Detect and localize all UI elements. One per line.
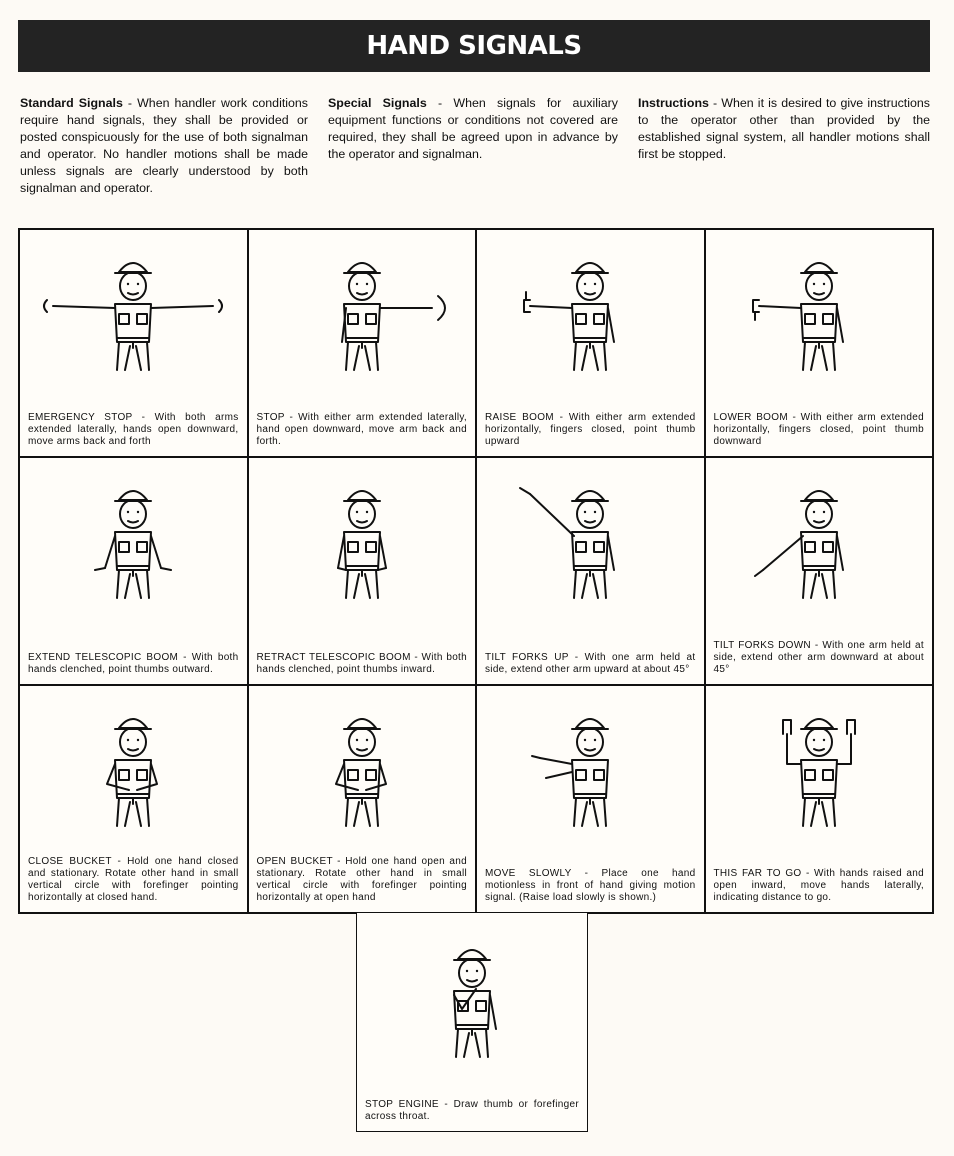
intro-text: - When it is desired to give instructions to the operator other than provided by the established signal system, all handler motions shall first be stopped. [638, 96, 930, 161]
signal-cell-raise-boom [476, 229, 705, 457]
signal-caption: EMERGENCY STOP - With both arms extended laterally, hands open downward, move arms back and forth [28, 412, 239, 447]
worker-figure-icon [262, 470, 462, 610]
worker-figure-icon [262, 698, 462, 838]
worker-figure-icon [490, 242, 690, 382]
worker-figure-icon [490, 698, 690, 838]
intro-special-signals [328, 95, 618, 163]
intro-text: - When handler work conditions require hand signals, they shall be provided or posted conspicuously for the use of both signalman and operator. No handler motions shall be made unless signals are clearly understood by both signalman and operator. [20, 96, 308, 195]
signal-caption: OPEN BUCKET - Hold one hand open and stationary. Rotate other hand in small vertical circle with forefinger pointing horizontally at open hand [256, 856, 467, 903]
worker-figure-icon [719, 242, 919, 382]
worker-figure-icon [33, 698, 233, 838]
signal-caption: RETRACT TELESCOPIC BOOM - With both hands clenched, point thumbs inward. [256, 652, 467, 675]
worker-figure-icon [33, 242, 233, 382]
intro-text: - When signals for auxiliary equipment functions or conditions not covered are required, they shall be agreed upon in advance by the operator and signalman. [328, 96, 619, 161]
signal-cell-stop [248, 229, 477, 457]
worker-figure-icon [262, 242, 462, 382]
worker-figure-icon [372, 929, 572, 1069]
title-banner [18, 20, 930, 72]
page-title: HAND SIGNALS [366, 31, 582, 61]
signal-cell-open-bucket [248, 685, 477, 913]
signal-cell-tilt-forks-up [476, 457, 705, 685]
signal-caption: EXTEND TELESCOPIC BOOM - With both hands clenched, point thumbs outward. [28, 652, 239, 675]
signal-cell-this-far-to-go [705, 685, 934, 913]
signal-cell-emergency-stop [19, 229, 248, 457]
signal-cell-retract-boom [248, 457, 477, 685]
worker-figure-icon [33, 470, 233, 610]
signal-cell-extend-boom [19, 457, 248, 685]
signal-cell-tilt-forks-down [705, 457, 934, 685]
signal-caption: STOP ENGINE - Draw thumb or forefinger across throat. [365, 1099, 579, 1122]
intro-instructions [638, 95, 930, 163]
intro-heading: Instructions [638, 96, 709, 110]
signal-caption: THIS FAR TO GO - With hands raised and open inward, move hands laterally, indicating distance to go. [713, 868, 924, 903]
worker-figure-icon [490, 470, 690, 610]
signal-caption: TILT FORKS DOWN - With one arm held at side, extend other arm downward at about 45° [713, 640, 924, 675]
intro-heading: Special Signals [328, 96, 427, 110]
signal-caption: MOVE SLOWLY - Place one hand motionless in front of hand giving motion signal. (Raise load slowly is shown.) [485, 868, 696, 903]
signal-caption: CLOSE BUCKET - Hold one hand closed and stationary. Rotate other hand in small vertical circle with forefinger pointing horizontally at closed hand. [28, 856, 239, 903]
worker-figure-icon [719, 470, 919, 610]
signal-cell-stop-engine [356, 912, 588, 1132]
signal-cell-lower-boom [705, 229, 934, 457]
signal-caption: RAISE BOOM - With either arm extended horizontally, fingers closed, point thumb upward [485, 412, 696, 447]
signal-grid [18, 228, 934, 914]
signal-cell-move-slowly [476, 685, 705, 913]
worker-figure-icon [719, 698, 919, 838]
signal-caption: LOWER BOOM - With either arm extended horizontally, fingers closed, point thumb downward [713, 412, 924, 447]
intro-standard-signals [20, 95, 308, 197]
intro-heading: Standard Signals [20, 96, 123, 110]
signal-caption: STOP - With either arm extended laterally, hand open downward, move arm back and forth. [256, 412, 467, 447]
signal-caption: TILT FORKS UP - With one arm held at side, extend other arm upward at about 45° [485, 652, 696, 675]
signal-cell-close-bucket [19, 685, 248, 913]
